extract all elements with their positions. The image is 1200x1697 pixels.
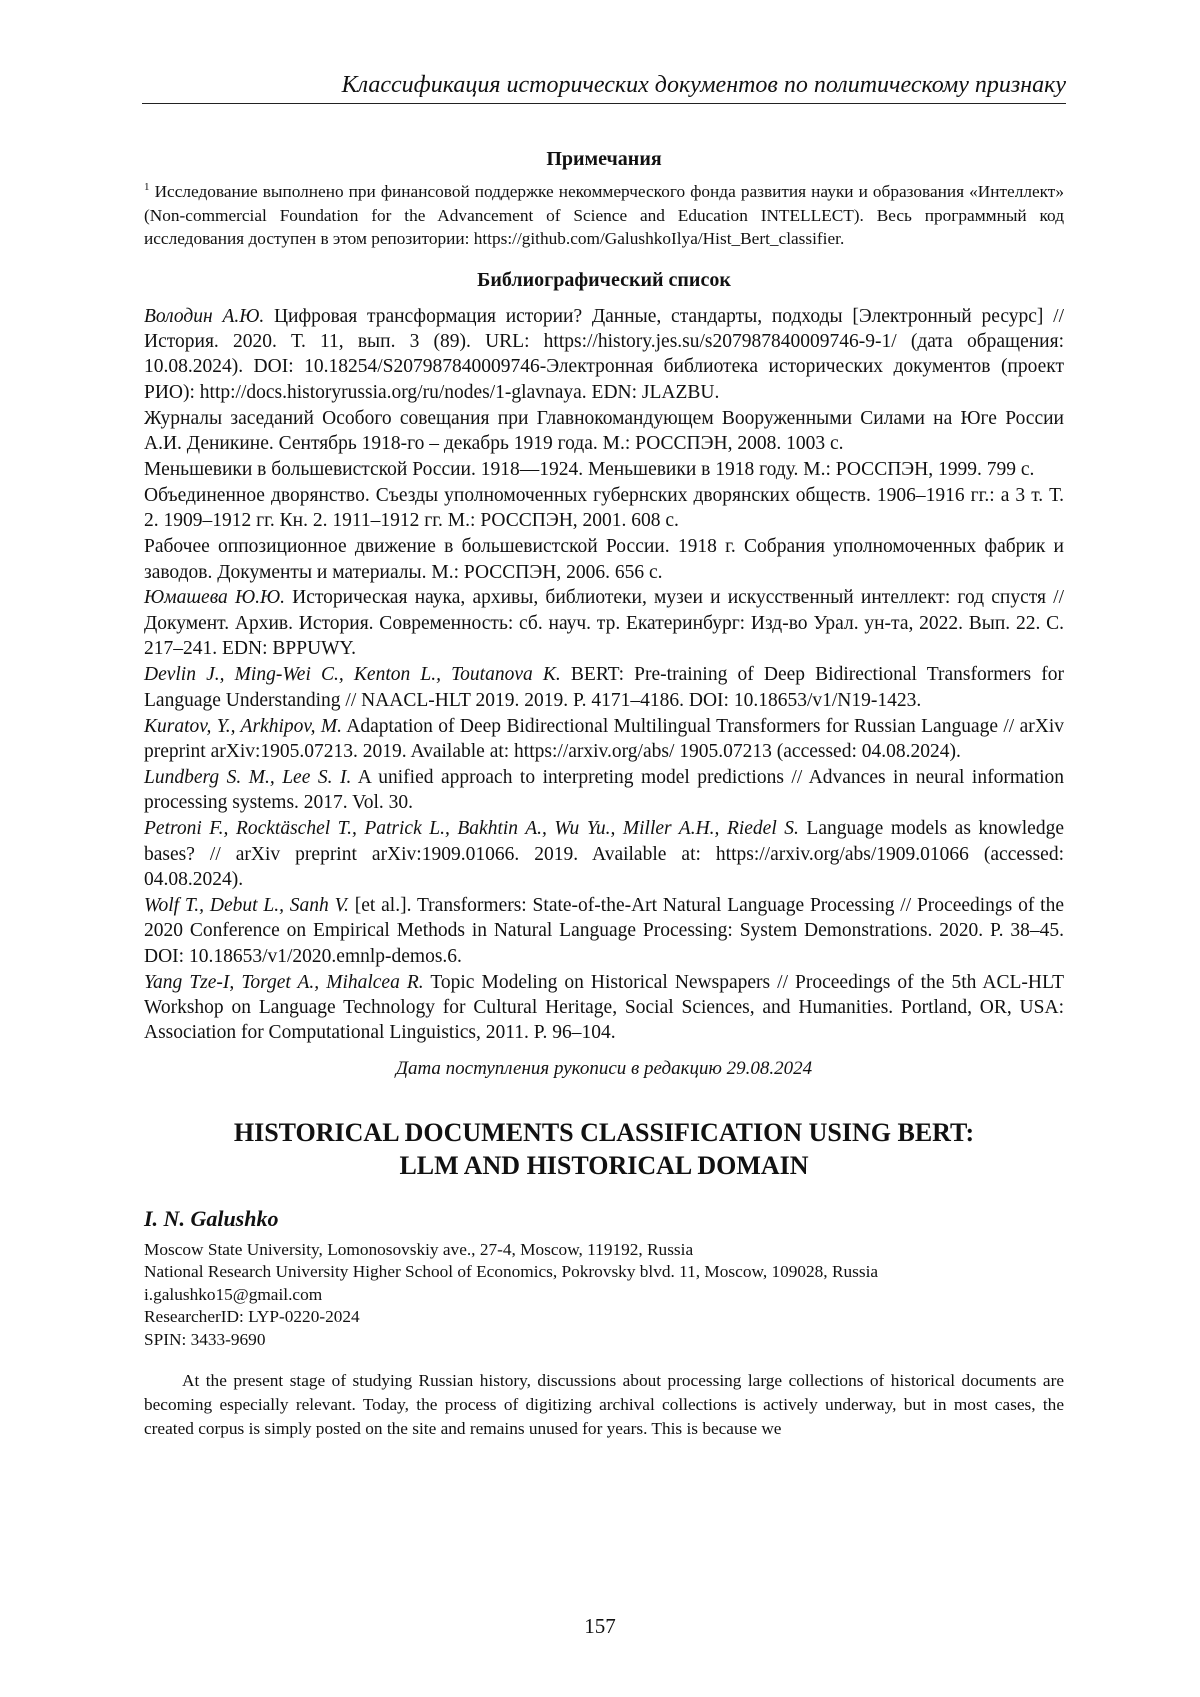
reference-authors: Devlin J., Ming-Wei C., Kenton L., Toutanova K. [144,664,561,685]
reference-text: Историческая наука, архивы, библиотеки, музеи и искусственный интеллект: год спустя // Документ. Архив. История. Современность: сб. науч. тр. Екатеринбург: Изд-во Урал. ун-та, 2022. Вып. 22. С. 217–241. EDN: BPPUWY. [144,587,1064,659]
english-title-line-1: HISTORICAL DOCUMENTS CLASSIFICATION USING BERT: [144,1116,1064,1149]
reference-authors: Petroni F., Rocktäschel T., Patrick L., Bakhtin A., Wu Yu., Miller A.H., Riedel S. [144,818,799,839]
bibliography-list [144,304,1064,1046]
reference-text: Рабочее оппозиционное движение в большевистской России. 1918 г. Собрания уполномоченных фабрик и заводов. Документы и материалы. М.: РОССПЭН, 2006. 656 с. [144,536,1064,582]
footnote-text: Исследование выполнено при финансовой поддержке некоммерческого фонда развития науки и образования «Интеллект» (Non-commercial Foundation for the Advancement of Science and Education INTELLECT). Весь программный код исследования доступен в этом репозитории: https://github.com/GalushkoIlya/Hist_Bert_classifier. [144,182,1064,248]
reference-text: [et al.]. Transformers: State-of-the-Art Natural Language Processing // Proceedings of the 2020 Conference on Empirical Methods in Natural Language Processing: System Demonstrations. 2020. P. 38–45. DOI: 10.18653/v1/2020.emnlp-demos.6. [144,895,1064,967]
reference-text: Language models as knowledge bases? // arXiv preprint arXiv:1909.01066. 2019. Available at: https://arxiv.org/abs/1909.01066 (accessed: 04.08.2024). [144,818,1064,890]
reference-entry [144,304,1064,406]
manuscript-received-date: Дата поступления рукописи в редакцию 29.08.2024 [144,1056,1064,1082]
reference-text: Adaptation of Deep Bidirectional Multilingual Transformers for Russian Language // arXiv preprint arXiv:1905.07213. 2019. Available at: https://arxiv.org/abs/ 1905.07213 (accessed: 04.08.2024). [144,716,1064,762]
reference-entry [144,534,1064,585]
english-article-title [144,1116,1064,1182]
page [0,0,1200,1697]
reference-authors: Юмашева Ю.Ю. [144,587,285,608]
reference-entry [144,970,1064,1046]
reference-entry [144,483,1064,534]
author-name: I. N. Galushko [144,1205,1064,1233]
reference-text: Объединенное дворянство. Съезды уполномоченных губернских дворянских обществ. 1906–1916 гг.: а 3 т. Т. 2. 1909–1912 гг. Кн. 2. 1911–1912 гг. М.: РОССПЭН, 2001. 608 с. [144,485,1064,531]
author-email: i.galushko15@gmail.com [144,1284,1064,1307]
reference-authors: Володин А.Ю. [144,306,264,327]
reference-entry [144,816,1064,892]
bibliography-title: Библиографический список [144,267,1064,293]
reference-entry [144,662,1064,713]
author-affiliations [144,1239,1064,1352]
reference-entry [144,893,1064,969]
notes-title: Примечания [144,146,1064,172]
reference-entry [144,406,1064,457]
reference-text: BERT: Pre-training of Deep Bidirectional Transformers for Language Understanding // NAACL-HLT 2019. 2019. P. 4171–4186. DOI: 10.18653/v1/N19-1423. [144,664,1064,710]
reference-text: Меньшевики в большевистской России. 1918—1924. Меньшевики в 1918 году. М.: РОССПЭН, 1999. 799 с. [144,459,1034,480]
running-header: Классификация исторических документов по политическому признаку [142,70,1066,104]
english-title-line-2: LLM AND HISTORICAL DOMAIN [144,1149,1064,1182]
spin-code: SPIN: 3433-9690 [144,1329,1064,1352]
page-number: 157 [0,1613,1200,1639]
reference-entry [144,457,1064,482]
affiliation-hse: National Research University Higher School of Economics, Pokrovsky blvd. 11, Moscow, 109028, Russia [144,1261,1064,1284]
researcher-id: ResearcherID: LYP-0220-2024 [144,1306,1064,1329]
reference-authors: Wolf T., Debut L., Sanh V. [144,895,349,916]
affiliation-msu: Moscow State University, Lomonosovskiy ave., 27-4, Moscow, 119192, Russia [144,1239,1064,1262]
reference-text: Topic Modeling on Historical Newspapers // Proceedings of the 5th ACL-HLT Workshop on Language Technology for Cultural Heritage, Social Sciences, and Humanities. Portland, OR, USA: Association for Computational Linguistics, 2011. P. 96–104. [144,972,1064,1044]
footnote-marker: 1 [144,181,150,193]
abstract-paragraph: At the present stage of studying Russian history, discussions about processing large collections of historical documents are becoming especially relevant. Today, the process of digitizing archival collections is actively underway, but in most cases, the created corpus is simply posted on the site and remains unused for years. This is because we [144,1369,1064,1441]
reference-authors: Yang Tze-I, Torget A., Mihalcea R. [144,972,424,993]
reference-authors: Kuratov, Y., Arkhipov, M. [144,716,342,737]
footnote-1 [144,180,1064,251]
reference-entry [144,585,1064,661]
reference-entry [144,765,1064,816]
reference-text: A unified approach to interpreting model predictions // Advances in neural information processing systems. 2017. Vol. 30. [144,767,1064,813]
reference-entry [144,714,1064,765]
reference-text: Цифровая трансформация истории? Данные, стандарты, подходы [Электронный ресурс] // История. 2020. Т. 11, вып. 3 (89). URL: https://history.jes.su/s207987840009746-9-1/ (дата обращения: 10.08.2024). DOI: 10.18254/S207987840009746-Электронная библиотека исторических документов (проект РИО): http://docs.historyrussia.org/ru/nodes/1-glavnaya. EDN: JLAZBU. [144,306,1064,403]
page-content [144,146,1064,1459]
reference-text: Журналы заседаний Особого совещания при Главнокомандующем Вооруженными Силами на Юге России А.И. Деникине. Сентябрь 1918-го – декабрь 1919 года. М.: РОССПЭН, 2008. 1003 с. [144,408,1064,454]
reference-authors: Lundberg S. M., Lee S. I. [144,767,351,788]
